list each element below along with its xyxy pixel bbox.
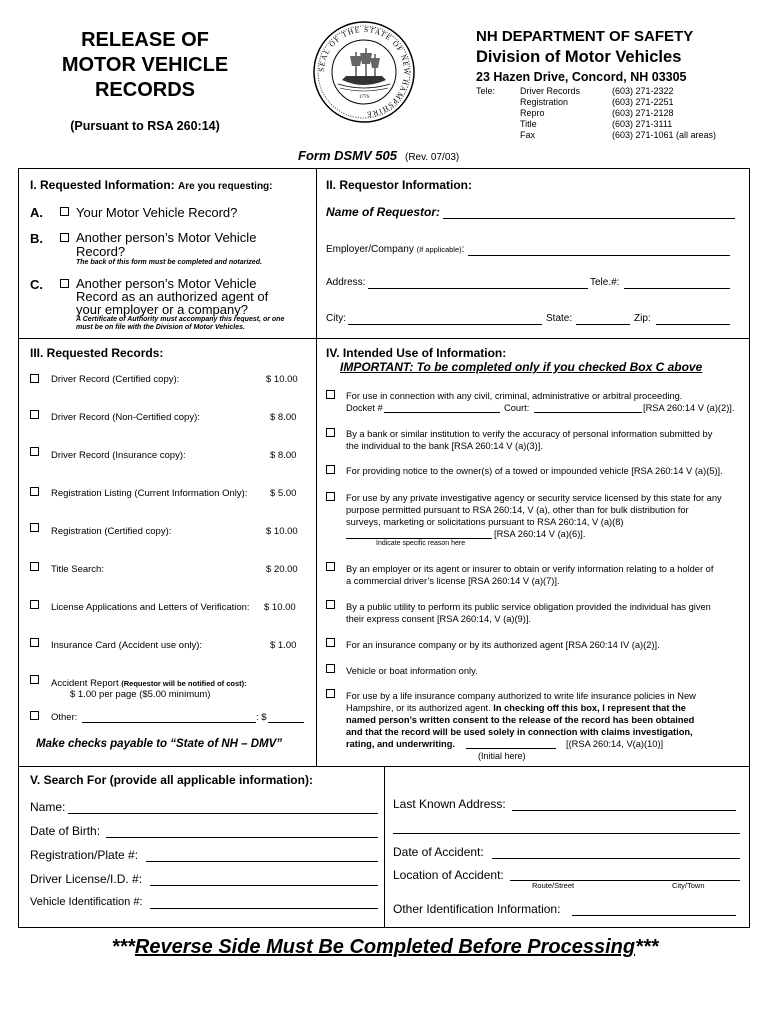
other-amount-field[interactable] (268, 712, 304, 723)
record-checkbox-insurance-card[interactable] (30, 638, 39, 647)
accident-report-price: $ 1.00 per page ($5.00 minimum) (70, 689, 211, 700)
record-price: $ 10.00 (266, 374, 298, 385)
other-field[interactable] (82, 712, 256, 723)
tele-label: Tele: (476, 86, 496, 96)
court-field[interactable] (534, 402, 642, 413)
option-a-checkbox[interactable] (60, 207, 69, 216)
license-field[interactable] (150, 872, 378, 886)
use-employer-text: By an employer or its agent or insurer to obtain or verify information relating to a holder of a commercial driver’s license [RSA 260:14 V (a)(7)]. (346, 564, 714, 586)
use-checkbox-bank[interactable] (326, 428, 335, 437)
phone-row: Driver Records (603) 271-2322 (520, 86, 674, 96)
record-label: License Applications and Letters of Verification: (51, 602, 250, 613)
use-proceeding-text: For use in connection with any civil, criminal, administrative or arbitral proceeding. (346, 391, 683, 401)
record-price: $ 10.00 (264, 602, 296, 613)
form-number: Form DSMV 505 (Rev. 07/03) (298, 148, 460, 163)
requestor-name-field[interactable] (443, 205, 735, 219)
record-label: Driver Record (Certified copy): (51, 374, 180, 385)
record-label: Driver Record (Insurance copy): (51, 450, 186, 461)
use-checkbox-employer[interactable] (326, 562, 335, 571)
use-life-insurance-text: For use by a life insurance company authorized to write life insurance policies in New Hampshire, or its authorized agent. In checking off this box, I represent that the named person’s written consent to the release of the record has been obtained and that the record will be used solely in connection with claims investigation, rating, and underwriting. (346, 691, 696, 749)
use-insurance-text: For an insurance company or by its authorized agent [RSA 260:14 IV (a)(2)]. (346, 640, 660, 650)
option-a-text: Your Motor Vehicle Record? (76, 205, 238, 220)
employer-label: Employer/Company (If applicable): (326, 244, 465, 255)
accident-report-label: Accident Report (Requestor will be notified of cost): (51, 678, 247, 689)
record-label: Registration (Certified copy): (51, 526, 172, 537)
option-a-letter: A. (30, 205, 43, 220)
form-subtitle: (Pursuant to RSA 260:14) (70, 119, 220, 133)
last-address-field-2[interactable] (393, 820, 740, 834)
option-b-note: The back of this form must be completed and notarized. (76, 259, 262, 266)
state-seal-icon (312, 20, 416, 124)
tele-field-label: Tele.#: (590, 277, 620, 288)
last-address-field[interactable] (512, 797, 736, 811)
tele-field[interactable] (624, 277, 730, 289)
last-address-label: Last Known Address: (393, 797, 506, 811)
use-investigative-text: For use by any private investigative agency or security service licensed by this state for any purpose permitted pursuant to RSA 260:14, V (a), other than for bulk distribution for surveys, marketing or solicitations pursuant to RSA 260:14, V (a)(8) (346, 493, 722, 527)
phone-row: Repro (603) 271-2128 (520, 108, 674, 118)
phone-row: Fax (603) 271-1061 (all areas) (520, 130, 717, 140)
phone-list (520, 86, 716, 141)
seal-text: SEAL OF THE STATE OF NEW HAMPSHIRE (316, 24, 412, 120)
record-price: $ 8.00 (270, 450, 297, 461)
specific-reason-note: Indicate specific reason here (376, 540, 466, 547)
dob-field[interactable] (106, 824, 378, 838)
phone-row: Registration (603) 271-2251 (520, 97, 674, 107)
use-proceeding-rsa: [RSA 260:14 V (a)(2)]. (643, 403, 735, 413)
record-checkbox-registration-certified[interactable] (30, 523, 39, 532)
record-price: $ 8.00 (270, 412, 297, 423)
option-b-text: Another person’s Motor Vehicle Record? (76, 230, 257, 259)
record-checkbox-driver-insurance[interactable] (30, 447, 39, 456)
other-id-label: Other Identification Information: (393, 902, 561, 916)
department-address: 23 Hazen Drive, Concord, NH 03305 (476, 70, 687, 84)
other-id-field[interactable] (572, 902, 736, 916)
specific-reason-field[interactable] (346, 528, 492, 539)
form-revision: (Rev. 07/03) (404, 152, 460, 163)
option-b-letter: B. (30, 231, 43, 246)
record-label: Insurance Card (Accident use only): (51, 640, 203, 651)
use-checkbox-vehicle-boat[interactable] (326, 664, 335, 673)
date-accident-label: Date of Accident: (393, 845, 484, 859)
record-checkbox-license-applications[interactable] (30, 600, 39, 609)
record-checkbox-title-search[interactable] (30, 562, 39, 571)
initial-field[interactable] (466, 738, 556, 749)
use-utility-text: By a public utility to perform its public service obligation provided the individual has given their express consent [RSA 260:14, V (a)(9)]. (346, 602, 711, 624)
record-price: $ 5.00 (270, 488, 297, 499)
division-name: Division of Motor Vehicles (476, 48, 682, 66)
use-checkbox-investigative[interactable] (326, 492, 335, 501)
state-field[interactable] (576, 313, 630, 325)
requestor-name-label: Name of Requestor: (326, 205, 441, 219)
section-5-heading: V. Search For (provide all applicable information): (30, 773, 313, 787)
section-2-heading: II. Requestor Information: (326, 178, 473, 192)
record-label: Registration Listing (Current Information Only): (51, 488, 248, 499)
department-name: NH DEPARTMENT OF SAFETY (476, 28, 694, 45)
seal-year: 1776 (359, 95, 369, 100)
use-life-insurance-rsa: [(RSA 260:14, V(a)(10)] (566, 739, 664, 749)
record-label: Title Search: (51, 564, 104, 575)
svg-text:SEAL OF THE STATE OF NEW HAMPS (317, 25, 411, 119)
option-b-checkbox[interactable] (60, 233, 69, 242)
record-checkbox-driver-noncertified[interactable] (30, 410, 39, 419)
search-name-field[interactable] (68, 800, 378, 814)
record-price: $ 10.00 (266, 526, 298, 537)
address-label: Address: (326, 277, 366, 288)
address-field[interactable] (368, 277, 588, 289)
state-label: State: (546, 313, 573, 324)
section-4-heading: IV. Intended Use of Information: (326, 346, 507, 360)
checks-payable-note: Make checks payable to “State of NH – DMV” (36, 738, 283, 750)
column-divider (384, 766, 385, 928)
record-label: Driver Record (Non-Certified copy): (51, 412, 200, 423)
docket-field[interactable] (384, 402, 500, 413)
use-bank-text: By a bank or similar institution to verify the accuracy of personal information submitted by the individual to the bank [RSA 260:14 V (a)(3)]. (346, 429, 713, 451)
section-3-heading: III. Requested Records: (30, 346, 164, 360)
important-note: IMPORTANT: To be completed only if you checked Box C above (340, 360, 703, 374)
section-divider (18, 338, 750, 339)
use-checkbox-proceeding[interactable] (326, 390, 335, 399)
city-field[interactable] (348, 313, 542, 325)
plate-label: Registration/Plate #: (30, 848, 139, 862)
use-investigative-rsa: [RSA 260:14 V (a)(6)]. (494, 529, 586, 539)
other-dollar: : $ (256, 712, 267, 723)
plate-field[interactable] (146, 848, 378, 862)
phone-row: Title (603) 271-3111 (520, 119, 673, 129)
date-accident-field[interactable] (492, 845, 740, 859)
option-c-note: A Certificate of Authority must accompany this request, or one must be on file with the Division of Motor Vehicles. (76, 316, 285, 331)
other-label: Other: (51, 712, 78, 723)
city-town-note: City/Town (672, 881, 705, 890)
form-title: RELEASE OF MOTOR VEHICLE RECORDS (61, 29, 229, 101)
use-checkbox-life-insurance[interactable] (326, 689, 335, 698)
record-checkbox-registration-listing[interactable] (30, 487, 39, 496)
initial-here-note: (Initial here) (478, 751, 526, 761)
use-vehicle-boat-text: Vehicle or boat information only. (346, 666, 478, 676)
option-c-text: Another person’s Motor Vehicle Record as an authorized agent of your employer or a company? (76, 276, 269, 317)
license-label: Driver License/I.D. #: (30, 872, 143, 886)
record-price: $ 1.00 (270, 640, 297, 651)
record-checkbox-driver-certified[interactable] (30, 374, 39, 383)
vin-label: Vehicle Identification #: (30, 896, 143, 908)
record-price: $ 20.00 (266, 564, 298, 575)
court-label: Court: (504, 403, 530, 413)
use-towed-text: For providing notice to the owner(s) of a towed or impounded vehicle [RSA 260:14 V (a)(5)]. (346, 466, 723, 476)
search-name-label: Name: (30, 800, 66, 814)
use-checkbox-towed[interactable] (326, 465, 335, 474)
location-accident-label: Location of Accident: (393, 868, 504, 882)
zip-label: Zip: (634, 313, 651, 324)
option-c-checkbox[interactable] (60, 279, 69, 288)
docket-label: Docket # (346, 403, 383, 413)
employer-field[interactable] (468, 244, 730, 256)
use-checkbox-insurance[interactable] (326, 638, 335, 647)
section-1-heading: I. Requested Information: Are you requesting: (30, 178, 273, 192)
record-checkbox-accident-report[interactable] (30, 675, 39, 684)
route-street-note: Route/Street (532, 881, 575, 890)
dob-label: Date of Birth: (30, 824, 101, 838)
vin-field[interactable] (150, 896, 378, 909)
record-checkbox-other[interactable] (30, 711, 39, 720)
zip-field[interactable] (656, 313, 730, 325)
option-c-letter: C. (30, 277, 43, 292)
use-checkbox-utility[interactable] (326, 600, 335, 609)
column-divider (316, 168, 317, 766)
location-accident-field[interactable] (510, 868, 740, 881)
city-label: City: (326, 313, 346, 324)
reverse-side-notice: ***Reverse Side Must Be Completed Before Processing*** (111, 936, 659, 958)
